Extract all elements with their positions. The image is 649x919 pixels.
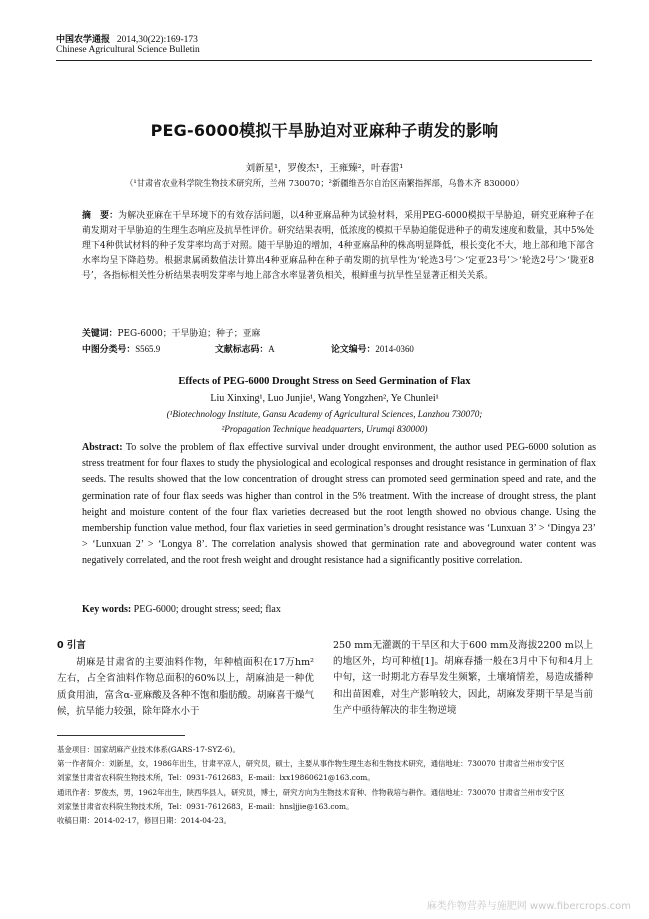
footnote-first-author-1: 第一作者简介：刘新星，女，1986年出生，甘肃平凉人，研究员，硕士，主要从事作物生理生态和生物技术研究，通信地址：730070 甘肃省兰州市安宁区 [57,759,565,769]
footnote-corresponding-2: 刘家堡甘肃省农科院生物技术所，Tel：0931-7612683，E-mail：hnsljjie@163.com。 [57,801,354,811]
affiliation-en-2: ²Propagation Technique headquarters, Urumqi 830000) [221,424,428,434]
intro-paragraph-left: 胡麻是甘肃省的主要油料作物，年种植面积在17万hm²左右，占全省油料作物总面积的60%以上，胡麻油是一种优质食用油，富含α-亚麻酸及各种不饱和脂肪酸。胡麻喜干燥气候，抗旱能力较强，除年降水小于 [57,657,314,717]
footnotes [57,743,597,828]
keywords-en [82,604,281,615]
authors-en: Liu Xinxing¹, Luo Junjie¹, Wang Yongzhen², Ye Chunlei¹ [210,393,439,404]
affiliation-cn: （¹甘肃省农业科学院生物技术研究所，兰州 730070；²新疆维吾尔自治区南繁指挥部，乌鲁木齐 830000） [125,178,524,188]
affiliation-en-1: (¹Biotechnology Institute, Gansu Academy of Agricultural Sciences, Lanzhou 730070; [166,409,483,419]
body-column-right [333,638,593,719]
abstract-cn-text: 为解决亚麻在干旱环境下的有效存活问题，以4种亚麻品种为试验材料，采用PEG-6000模拟干旱胁迫，研究亚麻种子在萌发期对干旱胁迫的生理生态响应及抗旱性评价。研究结果表明，低浓度的模拟干旱胁迫能促进种子的萌发速度和数量，其中5%处理下4种供试材料的种子发芽率均高于对照。随干旱胁迫的增加，4种亚麻品种的株高明显降低，根长变化不大，地上部和地下部含水率均呈下降趋势。根据隶属函数值法计算出4种亚麻品种在种子萌发期的抗旱性为‘轮选3号’＞‘定亚23号’＞‘轮选2号’＞‘陇亚8号’，各指标相关性分析结果表明发芽率与地上部含水率显著负相关，根鲜重与抗旱性呈显著正相关关系。 [82,211,595,281]
paper-number-label: 论文编号： [331,345,376,355]
paper-title-cn: PEG-6000模拟干旱胁迫对亚麻种子萌发的影响 [150,121,499,140]
journal-volume: 2014,30(22):169-173 [116,35,198,45]
footnote-first-author-2: 刘家堡甘肃省农科院生物技术所，Tel：0931-7612683，E-mail：lxx19860621@163.com。 [57,773,375,783]
abstract-cn [82,209,594,284]
abstract-en-text: To solve the problem of flax effective survival under drought environment, the author used PEG-6000 solution as stress treatment for four flaxes to study the physiological and ecological responses and drought resistance in germination of flax seeds. The results showed that the low concentration of drought stress can promoted seed germination speed and rate, and the germination rate of four flax seeds was higher than control in the 5% treatment. With the increase of drought stress, the plant height and moisture content of the four flax varieties decreased but the root length showed no obvious change. Using the membership function value method, four flax varieties in seed germination’s drought resistance was ‘Lunxuan 3’ > ‘Dingya 23’ > ‘Lunxuan 2’ > ‘Longya 8’. The correlation analysis showed that germination rate and aboveground water content was negatively correlated, and the root fresh weight and drought resistance had a significantly positive correlation. [82,442,596,567]
doc-code-value: A [268,344,275,354]
journal-name-en: Chinese Agricultural Science Bulletin [56,45,200,55]
paper-title-en: Effects of PEG-6000 Drought Stress on Seed Germination of Flax [178,376,471,387]
footnote-corresponding-1: 通讯作者：罗俊杰，男，1962年出生，陕西华县人，研究员，博士，研究方向为生物技术育种、作物栽培与耕作。通信地址：730070 甘肃省兰州市安宁区 [57,787,565,797]
abstract-en-label: Abstract: [82,442,123,453]
clc-value: S565.9 [135,344,161,354]
keywords-cn-text: PEG-6000；干旱胁迫；种子；亚麻 [117,329,261,339]
clc-label: 中图分类号： [82,345,136,355]
keywords-en-text: PEG-6000; drought stress; seed; flax [133,604,281,615]
footnote-fund: 基金项目：国家胡麻产业技术体系(GARS-17-SYZ-6)。 [57,745,240,754]
footnote-dates: 收稿日期：2014-02-17，修回日期：2014-04-23。 [57,816,231,826]
header-rule [56,60,592,61]
section-heading-intro: 0 引言 [57,640,86,651]
keywords-cn-label: 关键词： [82,329,118,339]
intro-paragraph-right: 250 mm无灌溉的干旱区和大于600 mm及海拔2200 m以上的地区外，均可种植[1]。胡麻春播一般在3月中下旬和4月上中旬，这一时期北方春旱发生频繁，土壤墒情差，易造成播种和出苗困难，对生产影响较大，因此，胡麻发芽期干旱是当前生产中亟待解决的非生物逆境 [333,640,593,716]
keywords-cn [82,326,260,339]
abstract-cn-label: 摘 要： [82,211,119,221]
classification-line [82,342,414,355]
journal-name-cn: 中国农学通报 [56,35,111,45]
authors-cn: 刘新星¹，罗俊杰¹，王雍臻²，叶春雷¹ [245,163,404,174]
footnote-rule [57,735,185,736]
site-watermark: 麻类作物营养与施肥网 www.fibercrops.com [426,901,631,912]
paper-number-value: 2014-0360 [375,344,414,354]
keywords-en-label: Key words: [82,604,132,615]
body-column-left [57,638,314,720]
abstract-en [82,440,596,570]
journal-header [56,32,198,45]
doc-code-label: 文献标志码： [215,345,269,355]
